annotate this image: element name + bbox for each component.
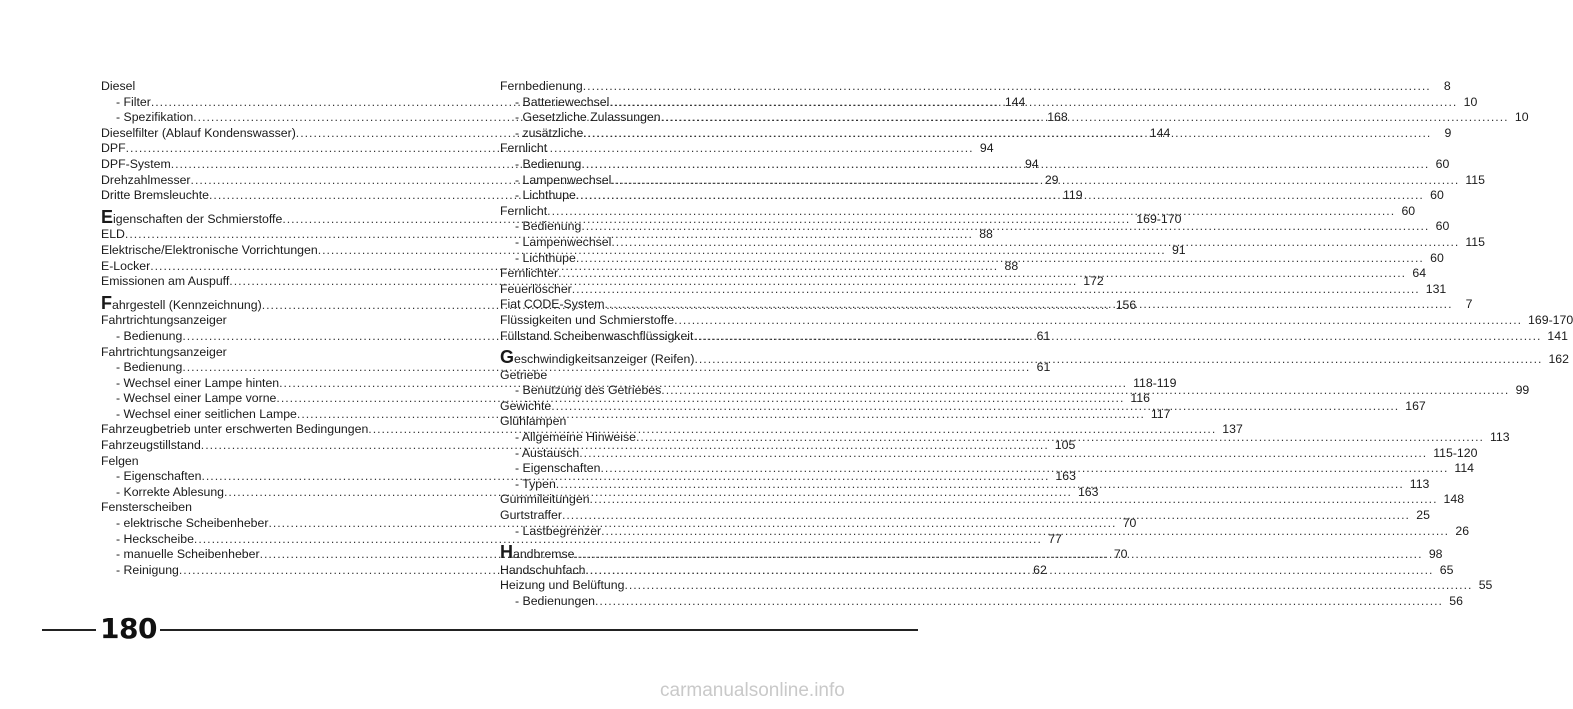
dot-leader (611, 173, 1459, 189)
index-entry-text: Feuerlöscher (500, 281, 572, 296)
index-entry-page: 98 (1428, 547, 1443, 562)
index-entry-text: - Lichthupe (515, 188, 576, 203)
index-entry-text: Heizung und Belüftung (500, 578, 625, 593)
footer-rule-right (160, 629, 918, 631)
index-entry (500, 492, 1465, 508)
index-entry-page: 162 (1548, 352, 1569, 367)
dot-leader (585, 563, 1433, 579)
index-entry-page: 141 (1547, 328, 1568, 343)
index-entry-page: 8 (1443, 79, 1451, 93)
index-entry-page: 62 (1033, 562, 1047, 577)
index-entry-text: - elektrische Scheibenheber (116, 516, 269, 531)
index-entry (101, 500, 455, 516)
dot-leader (601, 524, 1449, 540)
watermark: carmanualsonline.info (660, 680, 845, 701)
dot-leader (595, 594, 1443, 610)
footer-rule-left (42, 629, 96, 631)
index-entry-page: 61 (1036, 328, 1051, 343)
index-entry-text: - Wechsel einer Lampe vorne (116, 391, 277, 406)
index-entry-page: 29 (1044, 172, 1059, 187)
index-entry-page: 169-170 (1136, 211, 1182, 226)
index-entry-page: 99 (1515, 383, 1530, 398)
index-entry-page: 88 (979, 227, 993, 242)
index-entry (101, 313, 455, 329)
dot-leader (694, 352, 1542, 368)
index-entry-page: 70 (1113, 547, 1128, 562)
dot-leader (583, 79, 1431, 95)
index-entry-text: - Lampenwechsel (515, 234, 612, 249)
index-entry-text: Handbremse (500, 542, 575, 563)
index-entry-text: Fernlichter (500, 266, 559, 281)
index-entry-page: 88 (1004, 258, 1019, 273)
index-entry-text: - Eigenschaften (116, 469, 202, 484)
index-entry-page: 105 (1054, 438, 1076, 453)
index-entry (101, 531, 1062, 548)
index-entry-text: Fernlicht (500, 203, 548, 218)
dot-leader (661, 383, 1509, 399)
index-entry-page: 55 (1478, 578, 1493, 593)
index-entry-text: - Korrekte Ablesung (116, 484, 224, 499)
index-entry-page: 26 (1455, 523, 1470, 538)
section-initial: H (500, 542, 513, 563)
index-entry-page: 114 (1454, 461, 1475, 476)
index-entry-text: Dritte Bremsleuchte (101, 188, 209, 203)
index-entry-text: - Lampenwechsel (515, 172, 612, 187)
index-entry-page: 144 (1149, 125, 1171, 140)
page-number: 180 (100, 612, 157, 645)
dot-leader (624, 578, 1472, 594)
dot-leader (558, 266, 1406, 282)
index-entry-text: - Bedienung (116, 360, 183, 375)
index-entry-page: 118-119 (1133, 375, 1177, 390)
index-entry-text: - Eigenschaften (515, 461, 601, 476)
index-entry-text: - Gesetzliche Zulassungen (515, 110, 661, 125)
index-entry-page: 113 (1409, 476, 1430, 491)
section-initial: E (101, 206, 114, 227)
index-entry-text: Dieselfilter (Ablauf Kondenswasser) (101, 125, 296, 140)
dot-leader (575, 547, 1423, 563)
index-entry-page: 61 (1036, 360, 1051, 375)
index-entry-text: ELD (101, 227, 125, 242)
index-entry-text: Getriebe (500, 367, 548, 382)
dot-leader (661, 110, 1509, 126)
index-entry-page: 77 (1048, 531, 1062, 546)
index-entry-page: 25 (1416, 508, 1430, 523)
dot-leader (581, 219, 1429, 235)
index-entry-page: 116 (1130, 391, 1150, 406)
index-entry-text: Eigenschaften der Schmierstoffe (101, 206, 283, 227)
index-entry-text: Fahrzeugbetrieb unter erschwerten Bedingungen (101, 422, 369, 437)
index-entry-page: 113 (1489, 430, 1510, 445)
index-entry-page: 60 (1430, 250, 1444, 265)
index-entry-text: - zusätzliche (515, 125, 584, 140)
index-entry-page: 115 (1465, 234, 1485, 249)
index-entry-page: 137 (1222, 422, 1243, 437)
index-entry-text: - Bedienungen (515, 594, 595, 608)
dot-leader (605, 297, 1453, 313)
index-entry-page: 70 (1122, 516, 1137, 531)
index-entry-text: Fernlicht (500, 141, 548, 156)
index-entry (101, 454, 455, 470)
index-entry-page: 172 (1083, 274, 1104, 289)
index-entry (101, 79, 455, 95)
index-entry-text: Drehzahlmesser (101, 172, 191, 187)
index-entry-page: 60 (1435, 156, 1450, 171)
dot-leader (609, 95, 1457, 111)
index-entry-text: E-Locker (101, 258, 151, 273)
index-entry-page: 64 (1412, 266, 1427, 281)
dot-leader (576, 251, 1424, 267)
dot-leader (693, 329, 1541, 345)
dot-leader (590, 492, 1438, 508)
index-entry-page: 148 (1443, 492, 1465, 507)
index-entry-text: - Reinigung (116, 562, 179, 577)
index-entry-text: Fahrtrichtungsanzeiger (101, 313, 227, 328)
index-entry-text: Fernbedienung (500, 79, 583, 93)
index-entry (500, 414, 854, 430)
dot-leader (583, 126, 1431, 142)
index-entry-text: - Benutzung des Getriebes (515, 383, 662, 398)
dot-leader (581, 157, 1429, 173)
index-entry-text: Fahrzeugstillstand (101, 438, 201, 453)
index-entry-page: 9 (1444, 125, 1452, 140)
index-entry-page: 163 (1077, 484, 1099, 499)
index-entry-text: - Wechsel einer Lampe hinten (116, 375, 280, 390)
index-entry-page: 7 (1465, 297, 1473, 312)
index-entry-text: Gummileitungen (500, 492, 590, 507)
index-entry-page: 94 (979, 141, 994, 156)
index-entry-text: Fensterscheiben (101, 500, 192, 515)
dot-leader (600, 461, 1448, 477)
index-entry-text: Handschuhfach (500, 562, 586, 577)
dot-leader (636, 430, 1484, 446)
index-entry (500, 594, 1463, 610)
dot-leader (611, 235, 1459, 251)
index-entry-text: DPF (101, 141, 126, 156)
section-initial: G (500, 347, 515, 368)
index-entry-text: Emissionen am Auspuff (101, 274, 230, 289)
index-entry-page: 115-120 (1433, 445, 1478, 460)
index-entry-page: 119 (1062, 188, 1083, 203)
index-entry-page: 167 (1405, 398, 1426, 413)
dot-leader (572, 282, 1420, 298)
dot-leader (551, 399, 1399, 415)
index-entry-text: - Bedienung (116, 328, 183, 343)
index-entry (500, 79, 1451, 95)
index-entry-text: - Austausch (515, 445, 580, 460)
index-entry-text: - Filter (116, 94, 151, 109)
index-entry-text: - Allgemeine Hinweise (515, 430, 636, 445)
index-entry (500, 312, 1573, 329)
index-entry-text: Fiat CODE-System (500, 297, 605, 312)
index-entry-text: Felgen (101, 453, 139, 468)
index-entry-page: 131 (1425, 281, 1447, 296)
index-entry-text: - Batteriewechsel (515, 94, 610, 109)
index-entry-text: - Bedienung (515, 219, 582, 234)
index-entry-text: - Spezifikation (116, 110, 194, 125)
dot-leader (562, 508, 1410, 524)
index-entry-text: Gewichte (500, 398, 552, 413)
index-entry-page: 156 (1115, 297, 1137, 312)
index-entry-text: Elektrische/Elektronische Vorrichtungen (101, 242, 318, 257)
index-entry-text: - Typen (515, 476, 556, 491)
index-entry-page: 91 (1171, 242, 1186, 257)
section-initial: F (101, 292, 112, 313)
index-entry-page: 115 (1465, 172, 1485, 187)
index-entry-text: Fahrtrichtungsanzeiger (101, 344, 227, 359)
dot-leader (576, 188, 1424, 204)
index-entry (500, 368, 854, 384)
index-entry-page: 94 (1024, 156, 1039, 171)
index-entry-text: - Wechsel einer seitlichen Lampe (116, 406, 297, 421)
index-entry-page: 144 (1004, 94, 1026, 109)
dot-leader (556, 477, 1404, 493)
index-entry-page: 10 (1514, 110, 1529, 125)
index-entry-text: - Bedienung (515, 156, 582, 171)
index-entry-text: Füllstand Scheibenwaschflüssigkeit (500, 328, 694, 343)
index-entry-page: 60 (1401, 203, 1416, 218)
index-entry (101, 345, 455, 361)
index-entry-page: 65 (1439, 562, 1454, 577)
index-entry-page: 60 (1435, 219, 1450, 234)
index-entry (500, 141, 854, 157)
index-entry-text: Gurtstraffer (500, 508, 562, 523)
index-entry-text: Geschwindigkeitsanzeiger (Reifen) (500, 347, 695, 368)
index-entry-text: Diesel (101, 79, 136, 93)
dot-leader (579, 446, 1427, 462)
index-entry-page: 169-170 (1528, 312, 1573, 327)
index-entry-text: - Lastbegrenzer (515, 523, 602, 538)
index-entry-text: Fahrgestell (Kennzeichnung) (101, 292, 262, 313)
index-entry-text: DPF-System (101, 156, 171, 171)
index-entry-page: 117 (1150, 406, 1171, 421)
index-entry-text: Flüssigkeiten und Schmierstoffe (500, 312, 675, 327)
index-entry-text: - Heckscheibe (116, 531, 194, 546)
dot-leader (547, 204, 1395, 220)
index-entry-text: - Lichthupe (515, 250, 576, 265)
index-entry (500, 578, 1493, 594)
dot-leader (674, 313, 1522, 329)
index-entry-text: - manuelle Scheibenheber (116, 547, 260, 562)
index-entry-text: Glühlampen (500, 414, 567, 429)
index-entry-page: 163 (1055, 469, 1076, 484)
index-entry-page: 168 (1047, 110, 1068, 125)
index-entry-page: 60 (1430, 188, 1444, 203)
index-entry-page: 10 (1463, 94, 1478, 109)
index-entry-page: 56 (1449, 594, 1463, 608)
